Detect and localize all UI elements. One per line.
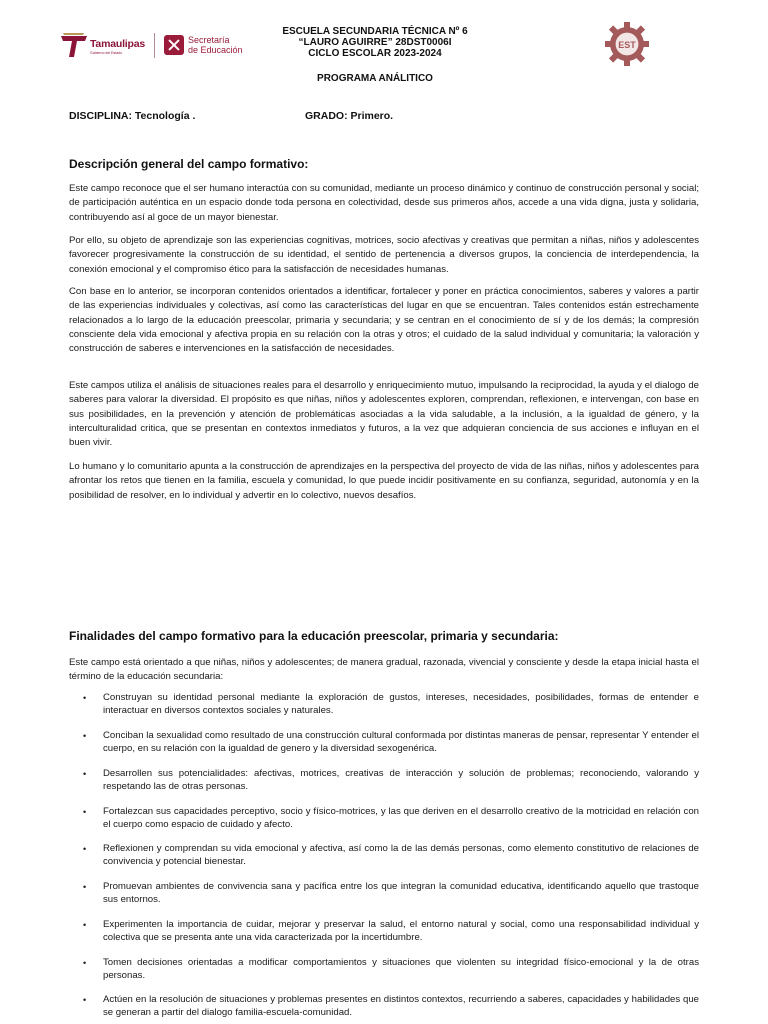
list-item: [83, 843, 699, 869]
list-item: [83, 768, 699, 794]
bullet-icon: •: [83, 731, 87, 741]
sep-mark-icon: [164, 35, 184, 55]
bullet-icon: •: [83, 693, 87, 703]
list-item: [83, 806, 699, 832]
section-intro: Este campo está orientado a que niñas, niños y adolescentes; de manera gradual, razonada, vivencial y consciente y desde la etapa inicial hasta el término de la educación secundaria:: [69, 657, 699, 683]
list-item-text: Fortalezcan sus capacidades perceptivo, socio y físico-motrices, y las que deriven en el desarrollo creativo de la motricidad en relación con el cuerpo como espacio de cuidado y afecto.: [103, 806, 699, 830]
list-item-text: Promuevan ambientes de convivencia sana y pacífica entre los que integran la comunidad educativa, identificando aquello que trastoque sus entornos.: [103, 881, 699, 905]
school-cycle: CICLO ESCOLAR 2023-2024: [308, 48, 442, 59]
list-item: [83, 919, 699, 945]
bullet-icon: •: [83, 769, 87, 779]
paragraph: Lo humano y lo comunitario apunta a la construcción de aprendizajes en la perspectiva del proyecto de vida de las niñas, niños y adolescentes para afrontar los retos que tienen en la familia, escuela y comunidad, lo que puede incidir positivamente en su confianza, seguridad, autonomía y en la posibilidad de resolver, en lo individual y advertir en lo colectivo, nuevos desafíos.: [69, 461, 699, 501]
list-item-text: Actúen en la resolución de situaciones y problemas presentes en distintos contextos, recurriendo a saberes, capacidades y habilidades que se generan a partir del dialogo familia-escuela-comunidad.: [103, 994, 699, 1018]
school-name: ESCUELA SECUNDARIA TÉCNICA Nº 6: [282, 26, 468, 37]
list-item-text: Construyan su identidad personal mediante la exploración de gustos, intereses, necesidades, posibilidades, formas de entender e interactuar en diversos contextos sociales y naturales.: [103, 692, 699, 716]
seal-text: EST: [618, 40, 636, 50]
list-item-text: Tomen decisiones orientadas a modificar comportamientos y situaciones que violenten su integridad físico-emocional y la de otras personas.: [103, 957, 699, 981]
sep-text-line1: Secretaría: [188, 35, 230, 45]
paragraph: Este campos utiliza el análisis de situaciones reales para el desarrollo y enriquecimiento mutuo, impulsando la reciprocidad, la ayuda y el dialogo de saberes para valorar la diversidad. El propósito es que niñas, niños y adolescentes exploren, comprendan, reflexionen, e intervengan, con base en sus posibilidades, en la prevención y atención de problemáticas asociadas a la vida saludable, a la inclusión, a la igualdad de género, y la interculturalidad critica, que se presentan en contextos inmediatos y futuros, a la vez que adquieran conciencia de sus acciones e influyan en el buen vivir.: [69, 380, 699, 449]
grado-label: GRADO: Primero.: [305, 110, 394, 122]
tamaulipas-subtitle: Gobierno del Estado: [90, 51, 122, 55]
section-heading-finalidades: Finalidades del campo formativo para la educación preescolar, primaria y secundaria:: [69, 629, 559, 643]
list-item-text: Experimenten la importancia de cuidar, mejorar y preservar la salud, el entorno natural y social, como una responsabilidad individual y colectiva que se presenta ante una vida caracterizada por la incertidumbre.: [103, 919, 699, 943]
list-item: [83, 692, 699, 718]
school-subname: “LAURO AGUIRRE” 28DST0006I: [298, 37, 452, 48]
bullet-icon: •: [83, 995, 87, 1005]
sep-text-line2: de Educación: [188, 45, 243, 55]
school-seal-icon: [602, 20, 652, 68]
bullet-icon: •: [83, 958, 87, 968]
list-item-text: Conciban la sexualidad como resultado de una construcción cultural conformada por distintas maneras de pensar, representar Y entender el cuerpo, en su relación con la igualdad de genero y la diversidad sexogenérica.: [103, 730, 699, 754]
list-item-text: Reflexionen y comprendan su vida emocional y afectiva, así como la de las demás personas, como elemento constitutivo de relaciones de convivencia y potencial bienestar.: [103, 843, 699, 867]
list-item: [83, 994, 699, 1020]
tamaulipas-mark-icon: [60, 32, 88, 58]
tamaulipas-name: Tamaulipas: [90, 38, 145, 50]
disciplina-label: DISCIPLINA: Tecnología .: [69, 110, 196, 122]
logo-divider: [154, 33, 155, 58]
bullet-icon: •: [83, 920, 87, 930]
paragraph: Por ello, su objeto de aprendizaje son las experiencias cognitivas, motrices, socio afectivas y creativas que permitan a niñas, niños y adolescentes favorecer progresivamente la construcción de su identidad, el sentido de pertenencia a diversos grupos, la conciencia de interdependencia, la conexión emocional y el compromiso ético para la satisfacción de necesidades humanas.: [69, 235, 699, 275]
bullet-icon: •: [83, 844, 87, 854]
bullet-icon: •: [83, 882, 87, 892]
list-item: [83, 957, 699, 983]
paragraph: Este campo reconoce que el ser humano interactúa con su comunidad, mediante un proceso dinámico y continuo de construcción personal y social; de participación auténtica en un espacio donde toda persona en colectividad, desde sus primeros años, accede a una vida digna, justa y solidaria, contribuyendo así al goce de un mayor bienestar.: [69, 183, 699, 223]
list-item: [83, 881, 699, 907]
bullet-icon: •: [83, 807, 87, 817]
program-title: PROGRAMA ANÁLITICO: [317, 73, 433, 84]
list-item: [83, 730, 699, 756]
tamaulipas-logo: [60, 28, 160, 62]
paragraph: Con base en lo anterior, se incorporan contenidos orientados a identificar, fortalecer y poner en práctica conocimientos, saberes y valores a partir de las experiencias individuales y colectivas, así como las características del lugar en que se encuentran. Tales contenidos están estrechamente relacionados a lo largo de la educación preescolar, primaria y secundaria; y se centran en el conocimiento de sí y de los demás; la compresión consciente dela vida emocional y afectiva propia en su relación con la otras y otros; el cuidado de la salud individual y comunitaria; la valoración y construcción de saberes e intervenciones en la satisfacción de necesidades.: [69, 286, 699, 355]
list-item-text: Desarrollen sus potencialidades: afectivas, motrices, creativas de interacción y solución de problemas; reconociendo, valorando y respetando las de otras personas.: [103, 768, 699, 792]
section-heading-descripcion: Descripción general del campo formativo:: [69, 157, 309, 171]
